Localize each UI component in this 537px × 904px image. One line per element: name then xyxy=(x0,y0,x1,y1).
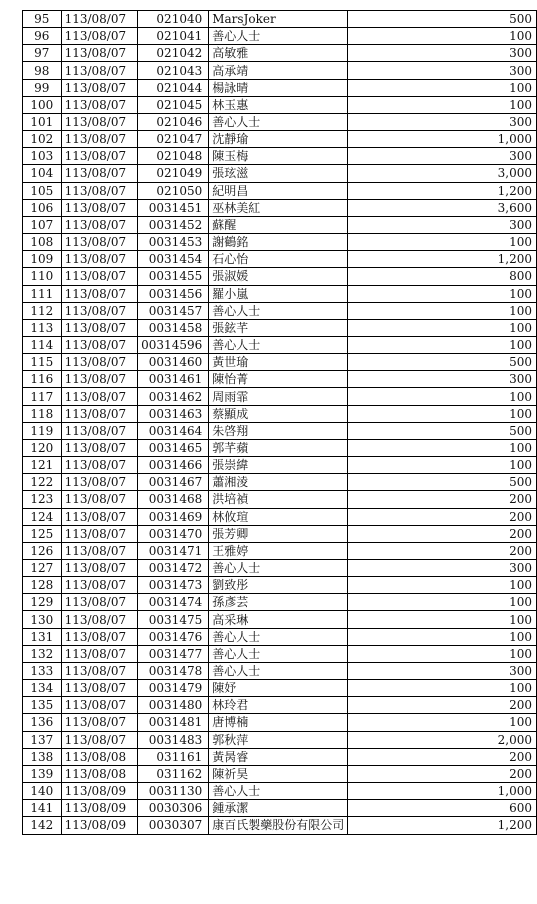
donor-name: 鍾承潔 xyxy=(209,800,348,817)
row-number: 114 xyxy=(23,336,62,353)
receipt-code: 021044 xyxy=(138,79,209,96)
receipt-code: 0031455 xyxy=(138,268,209,285)
donor-name: 陳妤 xyxy=(209,680,348,697)
donation-amount: 600 xyxy=(348,800,537,817)
table-row xyxy=(23,45,537,62)
table-row xyxy=(23,714,537,731)
row-number: 135 xyxy=(23,697,62,714)
table-row xyxy=(23,748,537,765)
donation-amount: 100 xyxy=(348,645,537,662)
row-number: 108 xyxy=(23,234,62,251)
table-row xyxy=(23,800,537,817)
donation-amount: 200 xyxy=(348,525,537,542)
receipt-code: 00314596 xyxy=(138,336,209,353)
table-row xyxy=(23,131,537,148)
donor-name: 巫林美紅 xyxy=(209,199,348,216)
donation-amount: 300 xyxy=(348,113,537,130)
donation-date: 113/08/07 xyxy=(61,662,138,679)
donation-date: 113/08/07 xyxy=(61,28,138,45)
receipt-code: 0031471 xyxy=(138,542,209,559)
donation-amount: 300 xyxy=(348,45,537,62)
row-number: 99 xyxy=(23,79,62,96)
table-row xyxy=(23,783,537,800)
donation-date: 113/08/07 xyxy=(61,525,138,542)
donation-amount: 300 xyxy=(348,216,537,233)
donation-date: 113/08/07 xyxy=(61,542,138,559)
row-number: 140 xyxy=(23,783,62,800)
row-number: 96 xyxy=(23,28,62,45)
table-row xyxy=(23,319,537,336)
row-number: 110 xyxy=(23,268,62,285)
donation-amount: 300 xyxy=(348,148,537,165)
donation-date: 113/08/07 xyxy=(61,422,138,439)
row-number: 131 xyxy=(23,628,62,645)
donation-amount: 3,000 xyxy=(348,165,537,182)
donation-date: 113/08/08 xyxy=(61,765,138,782)
donor-name: 善心人士 xyxy=(209,645,348,662)
donation-date: 113/08/09 xyxy=(61,800,138,817)
receipt-code: 0031478 xyxy=(138,662,209,679)
table-row xyxy=(23,817,537,834)
donation-amount: 800 xyxy=(348,268,537,285)
donation-date: 113/08/09 xyxy=(61,783,138,800)
donation-amount: 500 xyxy=(348,11,537,28)
donation-date: 113/08/07 xyxy=(61,319,138,336)
donation-amount: 100 xyxy=(348,680,537,697)
donation-date: 113/08/07 xyxy=(61,508,138,525)
receipt-code: 0031469 xyxy=(138,508,209,525)
donation-amount: 1,200 xyxy=(348,817,537,834)
donor-name: MarsJoker xyxy=(209,11,348,28)
table-row xyxy=(23,165,537,182)
donation-amount: 100 xyxy=(348,457,537,474)
row-number: 101 xyxy=(23,113,62,130)
receipt-code: 021040 xyxy=(138,11,209,28)
donation-date: 113/08/07 xyxy=(61,697,138,714)
donation-amount: 100 xyxy=(348,96,537,113)
donor-name: 張芳卿 xyxy=(209,525,348,542)
donation-amount: 3,600 xyxy=(348,199,537,216)
row-number: 130 xyxy=(23,611,62,628)
table-row xyxy=(23,234,537,251)
row-number: 102 xyxy=(23,131,62,148)
row-number: 111 xyxy=(23,285,62,302)
donation-amount: 200 xyxy=(348,748,537,765)
donor-name: 唐博楠 xyxy=(209,714,348,731)
donation-amount: 100 xyxy=(348,714,537,731)
row-number: 127 xyxy=(23,560,62,577)
row-number: 107 xyxy=(23,216,62,233)
table-row xyxy=(23,525,537,542)
receipt-code: 021043 xyxy=(138,62,209,79)
donor-name: 黃昺睿 xyxy=(209,748,348,765)
row-number: 105 xyxy=(23,182,62,199)
receipt-code: 0031452 xyxy=(138,216,209,233)
donation-date: 113/08/07 xyxy=(61,594,138,611)
row-number: 120 xyxy=(23,439,62,456)
donation-amount: 100 xyxy=(348,79,537,96)
table-row xyxy=(23,148,537,165)
donation-amount: 1,000 xyxy=(348,131,537,148)
donation-date: 113/08/07 xyxy=(61,611,138,628)
donor-name: 高敏雅 xyxy=(209,45,348,62)
table-row xyxy=(23,28,537,45)
donation-amount: 100 xyxy=(348,439,537,456)
table-row xyxy=(23,285,537,302)
donation-date: 113/08/08 xyxy=(61,748,138,765)
row-number: 100 xyxy=(23,96,62,113)
donor-name: 陳玉梅 xyxy=(209,148,348,165)
receipt-code: 0031130 xyxy=(138,783,209,800)
donation-amount: 2,000 xyxy=(348,731,537,748)
donor-name: 孫彥芸 xyxy=(209,594,348,611)
donation-amount: 100 xyxy=(348,611,537,628)
donor-name: 石心怡 xyxy=(209,251,348,268)
receipt-code: 031161 xyxy=(138,748,209,765)
receipt-code: 021042 xyxy=(138,45,209,62)
donor-name: 高承靖 xyxy=(209,62,348,79)
donation-date: 113/08/07 xyxy=(61,79,138,96)
table-row xyxy=(23,336,537,353)
receipt-code: 021050 xyxy=(138,182,209,199)
table-row xyxy=(23,628,537,645)
receipt-code: 0031451 xyxy=(138,199,209,216)
donation-amount: 300 xyxy=(348,662,537,679)
donation-amount: 100 xyxy=(348,234,537,251)
donation-amount: 100 xyxy=(348,28,537,45)
row-number: 121 xyxy=(23,457,62,474)
donation-amount: 100 xyxy=(348,336,537,353)
donation-date: 113/08/07 xyxy=(61,182,138,199)
donation-amount: 200 xyxy=(348,765,537,782)
donor-name: 善心人士 xyxy=(209,560,348,577)
donor-name: 陳怡菁 xyxy=(209,371,348,388)
table-row xyxy=(23,439,537,456)
donation-date: 113/08/07 xyxy=(61,96,138,113)
row-number: 138 xyxy=(23,748,62,765)
donor-name: 楊詠晴 xyxy=(209,79,348,96)
table-row xyxy=(23,251,537,268)
donation-date: 113/08/09 xyxy=(61,817,138,834)
table-row xyxy=(23,680,537,697)
table-row xyxy=(23,645,537,662)
table-row xyxy=(23,113,537,130)
donation-date: 113/08/07 xyxy=(61,251,138,268)
donor-name: 郭芊蘋 xyxy=(209,439,348,456)
donor-name: 沈靜瑜 xyxy=(209,131,348,148)
row-number: 103 xyxy=(23,148,62,165)
donor-name: 善心人士 xyxy=(209,302,348,319)
table-row xyxy=(23,354,537,371)
donation-amount: 100 xyxy=(348,302,537,319)
donor-name: 王雅婷 xyxy=(209,542,348,559)
donation-date: 113/08/07 xyxy=(61,439,138,456)
donor-name: 蘇醒 xyxy=(209,216,348,233)
donor-name: 黃世瑜 xyxy=(209,354,348,371)
table-row xyxy=(23,560,537,577)
row-number: 95 xyxy=(23,11,62,28)
receipt-code: 0031480 xyxy=(138,697,209,714)
donation-date: 113/08/07 xyxy=(61,680,138,697)
receipt-code: 0031465 xyxy=(138,439,209,456)
table-row xyxy=(23,765,537,782)
receipt-code: 0031458 xyxy=(138,319,209,336)
row-number: 116 xyxy=(23,371,62,388)
ledger-body xyxy=(23,11,537,835)
donation-date: 113/08/07 xyxy=(61,302,138,319)
row-number: 141 xyxy=(23,800,62,817)
row-number: 133 xyxy=(23,662,62,679)
donation-date: 113/08/07 xyxy=(61,405,138,422)
row-number: 104 xyxy=(23,165,62,182)
table-row xyxy=(23,577,537,594)
row-number: 136 xyxy=(23,714,62,731)
table-row xyxy=(23,697,537,714)
donation-amount: 300 xyxy=(348,371,537,388)
table-row xyxy=(23,508,537,525)
row-number: 125 xyxy=(23,525,62,542)
donation-amount: 100 xyxy=(348,388,537,405)
receipt-code: 0031464 xyxy=(138,422,209,439)
table-row xyxy=(23,79,537,96)
donation-amount: 100 xyxy=(348,628,537,645)
donation-amount: 100 xyxy=(348,577,537,594)
donor-name: 張玹滋 xyxy=(209,165,348,182)
receipt-code: 0031477 xyxy=(138,645,209,662)
donation-amount: 1,200 xyxy=(348,251,537,268)
donation-date: 113/08/07 xyxy=(61,216,138,233)
donation-date: 113/08/07 xyxy=(61,199,138,216)
receipt-code: 021048 xyxy=(138,148,209,165)
donor-name: 善心人士 xyxy=(209,628,348,645)
donation-amount: 1,000 xyxy=(348,783,537,800)
receipt-code: 0031466 xyxy=(138,457,209,474)
donation-date: 113/08/07 xyxy=(61,645,138,662)
donation-date: 113/08/07 xyxy=(61,268,138,285)
receipt-code: 0030306 xyxy=(138,800,209,817)
table-row xyxy=(23,457,537,474)
donor-name: 劉致彤 xyxy=(209,577,348,594)
row-number: 134 xyxy=(23,680,62,697)
donation-date: 113/08/07 xyxy=(61,285,138,302)
donor-name: 善心人士 xyxy=(209,783,348,800)
donation-amount: 200 xyxy=(348,697,537,714)
donation-date: 113/08/07 xyxy=(61,11,138,28)
receipt-code: 0031456 xyxy=(138,285,209,302)
donor-name: 謝鶴銘 xyxy=(209,234,348,251)
row-number: 123 xyxy=(23,491,62,508)
row-number: 132 xyxy=(23,645,62,662)
table-row xyxy=(23,62,537,79)
receipt-code: 021049 xyxy=(138,165,209,182)
table-row xyxy=(23,96,537,113)
table-row xyxy=(23,216,537,233)
receipt-code: 0031454 xyxy=(138,251,209,268)
table-row xyxy=(23,11,537,28)
table-row xyxy=(23,611,537,628)
donation-date: 113/08/07 xyxy=(61,388,138,405)
donation-ledger-table xyxy=(22,10,537,835)
row-number: 109 xyxy=(23,251,62,268)
donor-name: 林玉惠 xyxy=(209,96,348,113)
receipt-code: 0031457 xyxy=(138,302,209,319)
donation-date: 113/08/07 xyxy=(61,62,138,79)
donation-amount: 500 xyxy=(348,422,537,439)
row-number: 98 xyxy=(23,62,62,79)
row-number: 97 xyxy=(23,45,62,62)
receipt-code: 0031463 xyxy=(138,405,209,422)
donation-amount: 300 xyxy=(348,560,537,577)
receipt-code: 021045 xyxy=(138,96,209,113)
receipt-code: 0031470 xyxy=(138,525,209,542)
donation-date: 113/08/07 xyxy=(61,731,138,748)
receipt-code: 021047 xyxy=(138,131,209,148)
receipt-code: 0031475 xyxy=(138,611,209,628)
donation-date: 113/08/07 xyxy=(61,45,138,62)
table-row xyxy=(23,474,537,491)
receipt-code: 0031467 xyxy=(138,474,209,491)
donor-name: 陳祈昊 xyxy=(209,765,348,782)
donor-name: 善心人士 xyxy=(209,336,348,353)
receipt-code: 0031479 xyxy=(138,680,209,697)
table-row xyxy=(23,388,537,405)
receipt-code: 0031453 xyxy=(138,234,209,251)
donation-amount: 500 xyxy=(348,474,537,491)
donor-name: 羅小嵐 xyxy=(209,285,348,302)
donor-name: 善心人士 xyxy=(209,662,348,679)
receipt-code: 0031461 xyxy=(138,371,209,388)
table-row xyxy=(23,302,537,319)
table-row xyxy=(23,371,537,388)
table-row xyxy=(23,662,537,679)
row-number: 137 xyxy=(23,731,62,748)
receipt-code: 0031472 xyxy=(138,560,209,577)
donation-date: 113/08/07 xyxy=(61,234,138,251)
donor-name: 林攸瑄 xyxy=(209,508,348,525)
receipt-code: 0031481 xyxy=(138,714,209,731)
table-row xyxy=(23,182,537,199)
table-row xyxy=(23,731,537,748)
receipt-code: 0031476 xyxy=(138,628,209,645)
receipt-code: 0031468 xyxy=(138,491,209,508)
donor-name: 紀明昌 xyxy=(209,182,348,199)
donor-name: 康百氏製藥股份有限公司 xyxy=(209,817,348,834)
receipt-code: 021041 xyxy=(138,28,209,45)
row-number: 122 xyxy=(23,474,62,491)
table-row xyxy=(23,422,537,439)
receipt-code: 031162 xyxy=(138,765,209,782)
donor-name: 洪培禎 xyxy=(209,491,348,508)
donation-date: 113/08/07 xyxy=(61,457,138,474)
donor-name: 蔡顯成 xyxy=(209,405,348,422)
donation-amount: 100 xyxy=(348,594,537,611)
donation-amount: 200 xyxy=(348,491,537,508)
donor-name: 朱啓翔 xyxy=(209,422,348,439)
donation-date: 113/08/07 xyxy=(61,131,138,148)
row-number: 113 xyxy=(23,319,62,336)
donor-name: 張崇緯 xyxy=(209,457,348,474)
donation-date: 113/08/07 xyxy=(61,491,138,508)
donation-amount: 100 xyxy=(348,405,537,422)
donation-amount: 500 xyxy=(348,354,537,371)
donation-date: 113/08/07 xyxy=(61,354,138,371)
donation-amount: 200 xyxy=(348,542,537,559)
receipt-code: 0031462 xyxy=(138,388,209,405)
donation-date: 113/08/07 xyxy=(61,371,138,388)
donor-name: 郭秋萍 xyxy=(209,731,348,748)
row-number: 126 xyxy=(23,542,62,559)
donor-name: 高采琳 xyxy=(209,611,348,628)
donation-date: 113/08/07 xyxy=(61,560,138,577)
donation-date: 113/08/07 xyxy=(61,628,138,645)
receipt-code: 021046 xyxy=(138,113,209,130)
donor-name: 周雨霏 xyxy=(209,388,348,405)
donor-name: 林玲君 xyxy=(209,697,348,714)
donation-amount: 100 xyxy=(348,319,537,336)
row-number: 142 xyxy=(23,817,62,834)
donation-date: 113/08/07 xyxy=(61,165,138,182)
donation-amount: 300 xyxy=(348,62,537,79)
donation-date: 113/08/07 xyxy=(61,113,138,130)
donor-name: 善心人士 xyxy=(209,113,348,130)
receipt-code: 0031483 xyxy=(138,731,209,748)
donation-amount: 100 xyxy=(348,285,537,302)
row-number: 112 xyxy=(23,302,62,319)
donation-amount: 200 xyxy=(348,508,537,525)
row-number: 129 xyxy=(23,594,62,611)
donation-date: 113/08/07 xyxy=(61,336,138,353)
table-row xyxy=(23,594,537,611)
donor-name: 善心人士 xyxy=(209,28,348,45)
table-row xyxy=(23,268,537,285)
row-number: 106 xyxy=(23,199,62,216)
row-number: 115 xyxy=(23,354,62,371)
donor-name: 蕭湘淩 xyxy=(209,474,348,491)
table-row xyxy=(23,199,537,216)
row-number: 118 xyxy=(23,405,62,422)
row-number: 139 xyxy=(23,765,62,782)
receipt-code: 0030307 xyxy=(138,817,209,834)
table-row xyxy=(23,542,537,559)
donation-amount: 1,200 xyxy=(348,182,537,199)
donation-date: 113/08/07 xyxy=(61,714,138,731)
row-number: 124 xyxy=(23,508,62,525)
donation-date: 113/08/07 xyxy=(61,148,138,165)
row-number: 128 xyxy=(23,577,62,594)
receipt-code: 0031474 xyxy=(138,594,209,611)
donor-name: 張淑媛 xyxy=(209,268,348,285)
table-row xyxy=(23,491,537,508)
donation-date: 113/08/07 xyxy=(61,474,138,491)
donation-date: 113/08/07 xyxy=(61,577,138,594)
donor-name: 張鉉芊 xyxy=(209,319,348,336)
receipt-code: 0031473 xyxy=(138,577,209,594)
table-row xyxy=(23,405,537,422)
row-number: 117 xyxy=(23,388,62,405)
receipt-code: 0031460 xyxy=(138,354,209,371)
row-number: 119 xyxy=(23,422,62,439)
